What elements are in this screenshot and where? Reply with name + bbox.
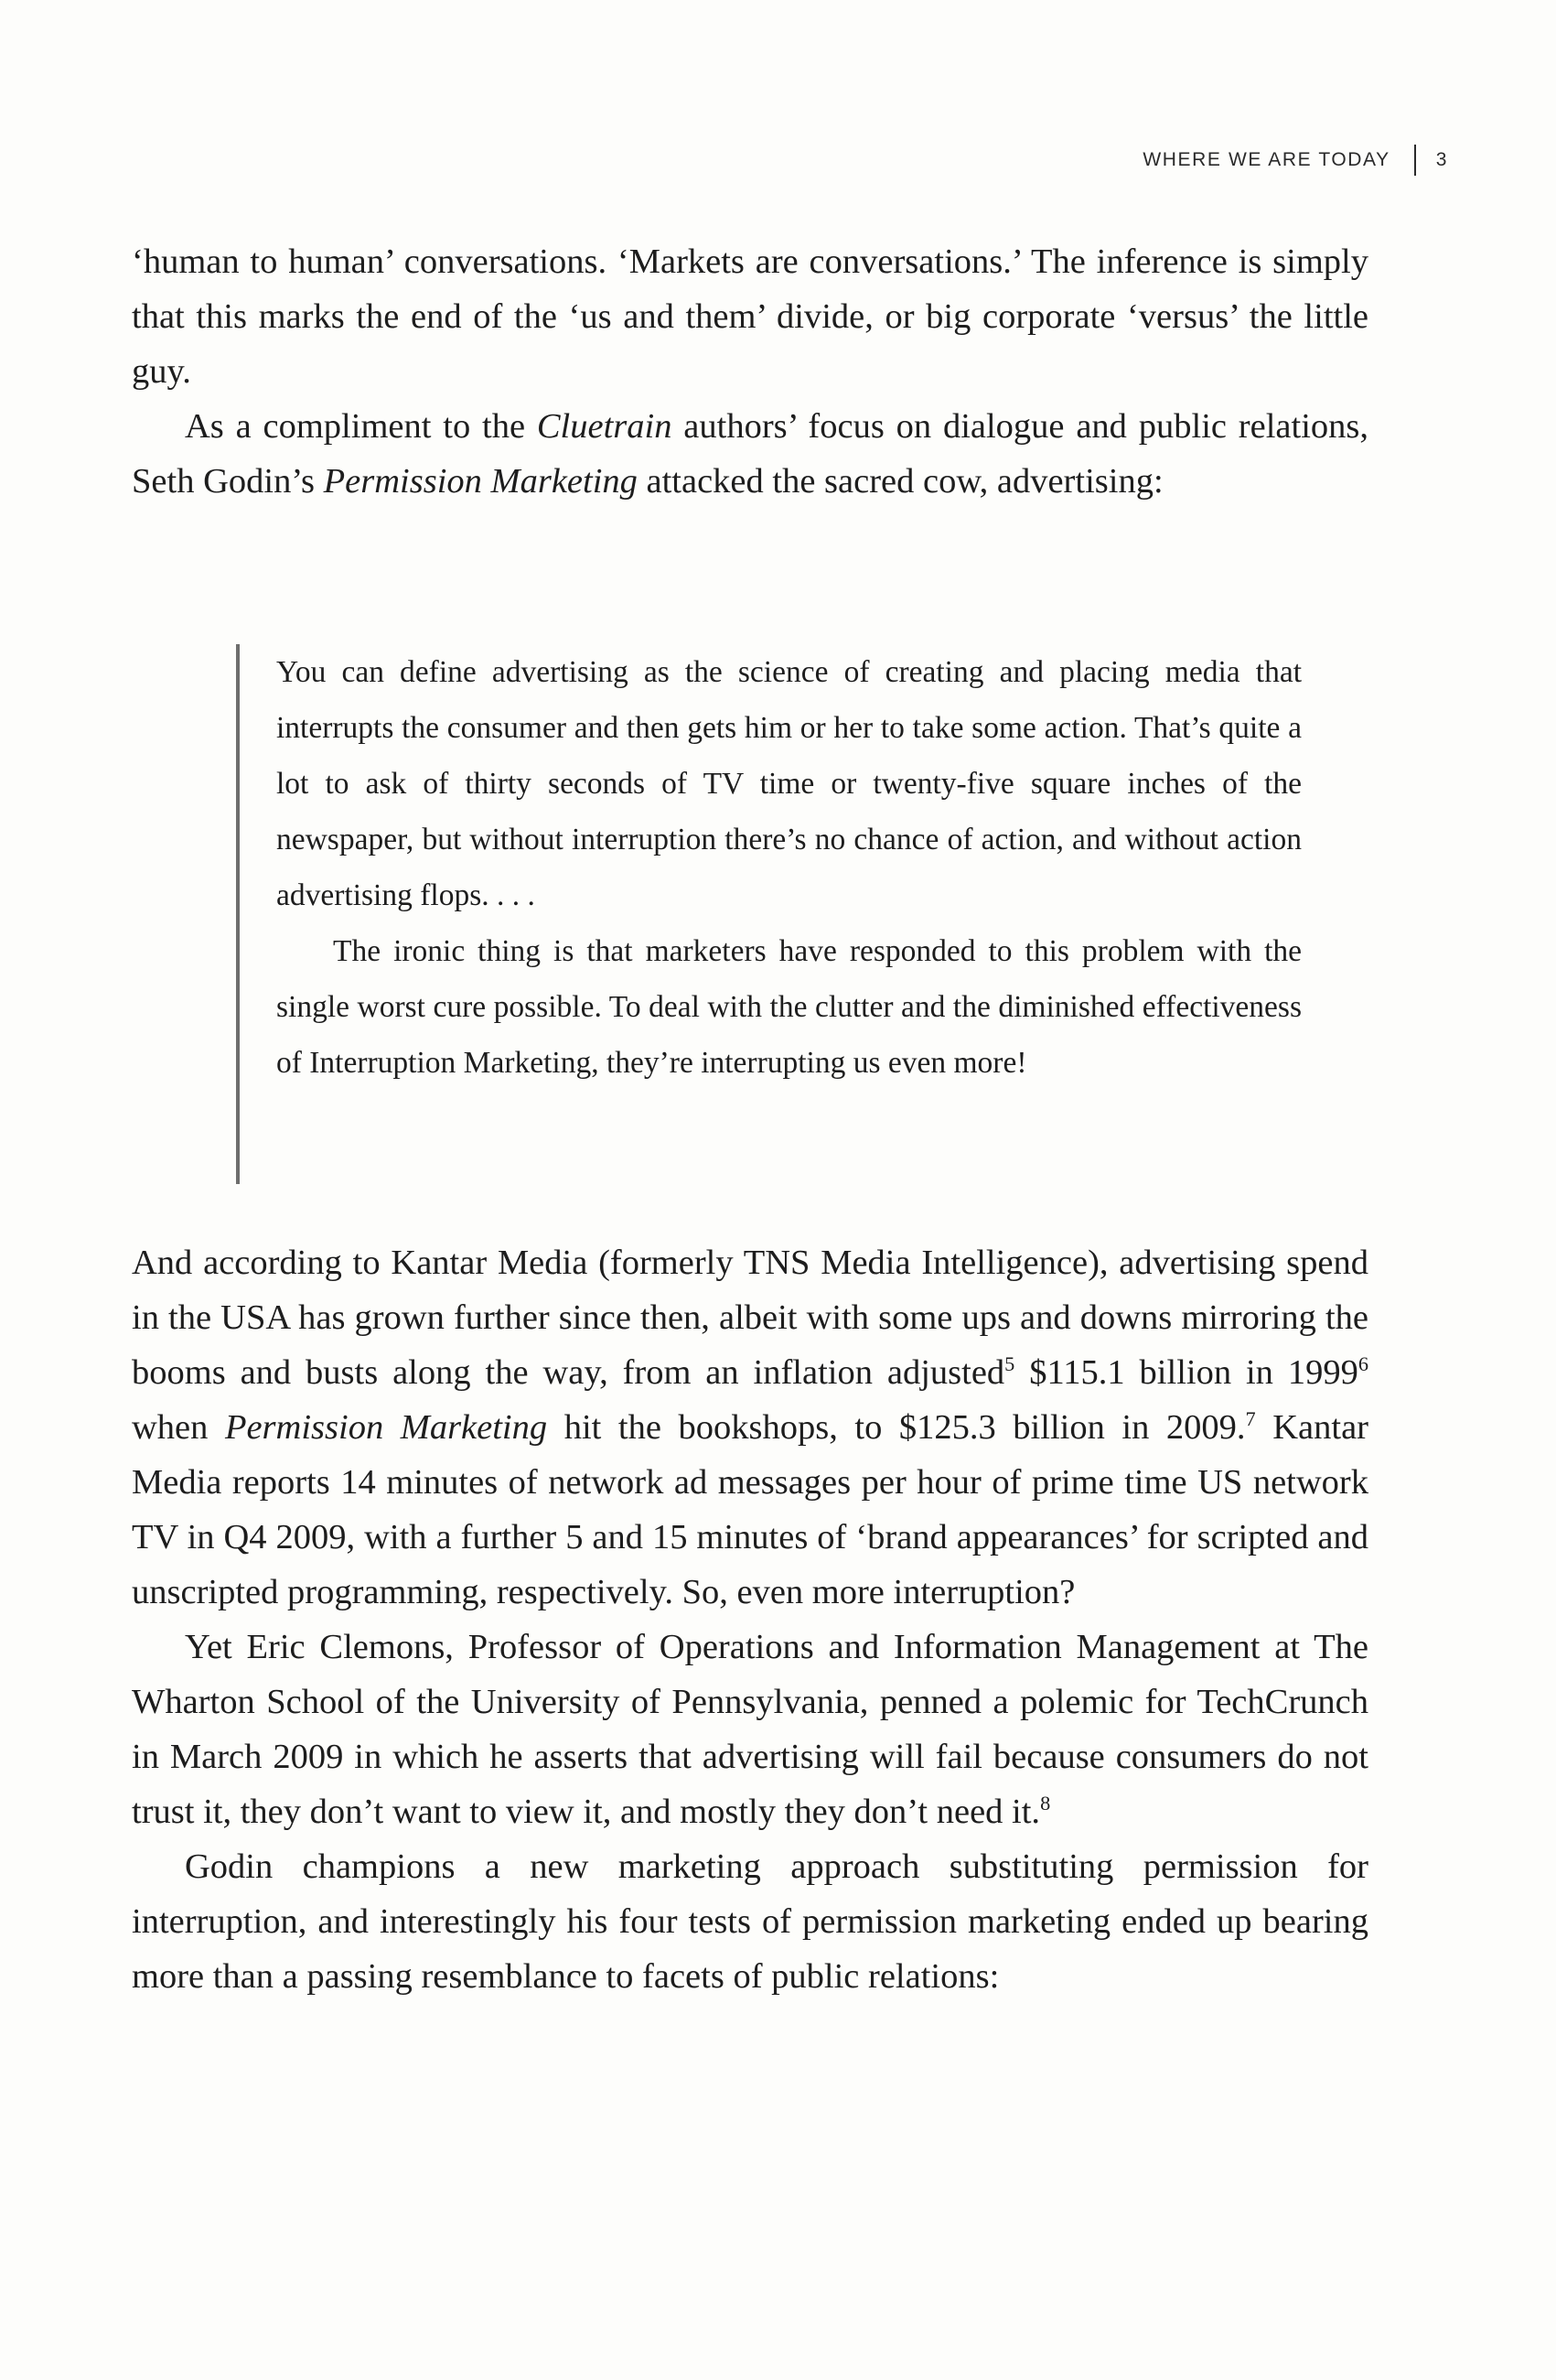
text-run: You can define advertising as the science of creating and placing media that interrupts the consumer and then gets him or her to take some action. That’s quite a lot to ask of thirty seconds of TV time or twenty-five square inches of the newspaper, but without interruption there’s no chance of action, and without action advertising flops. . . . bbox=[276, 655, 1302, 912]
paragraph bbox=[132, 1839, 1368, 2004]
body-text-top bbox=[132, 234, 1368, 509]
text-run: attacked the sacred cow, advertising: bbox=[637, 462, 1164, 501]
block-quote bbox=[236, 644, 1302, 1184]
footnote-ref: 6 bbox=[1357, 1352, 1368, 1376]
running-head bbox=[1143, 145, 1448, 176]
header-divider bbox=[1414, 145, 1416, 176]
paragraph bbox=[132, 399, 1368, 509]
paragraph bbox=[132, 1620, 1368, 1839]
text-run: As a compliment to the bbox=[185, 407, 537, 446]
footnote-ref: 5 bbox=[1004, 1352, 1015, 1376]
footnote-ref: 7 bbox=[1245, 1407, 1256, 1431]
text-run: Kantar Media reports 14 minutes of network ad messages per hour of prime time US network TV in Q4 2009, with a further 5 and 15 minutes of ‘brand appearances’ for scripted and unscripted programming, respectively. So, even more interruption? bbox=[132, 1408, 1369, 1611]
quote-rule bbox=[236, 644, 240, 1184]
text-run: And according to Kantar Media (formerly TNS Media Intelligence), advertising spend in the USA has grown further since then, albeit with some ups and downs mirroring the booms and busts along the way, from an inflation adjusted bbox=[132, 1244, 1368, 1392]
text-run: Yet Eric Clemons, Professor of Operations and Information Management at The Wharton School of the University of Pennsylvania, penned a polemic for TechCrunch in March 2009 in which he asserts that advertising will fail because consumers do not trust it, they don’t want to view it, and mostly they don’t need it. bbox=[132, 1628, 1368, 1831]
body-text-bottom bbox=[132, 1235, 1368, 2004]
text-run: ‘human to human’ conversations. ‘Markets are conversations.’ The inference is simply that this marks the end of the ‘us and them’ divide, or big corporate ‘versus’ the little guy. bbox=[132, 242, 1368, 391]
text-run: $115.1 billion in 1999 bbox=[1014, 1353, 1358, 1392]
quote-paragraph bbox=[276, 644, 1302, 923]
italic-title: Cluetrain bbox=[536, 407, 672, 446]
paragraph bbox=[132, 1235, 1368, 1620]
footnote-ref: 8 bbox=[1040, 1792, 1051, 1815]
italic-title: Permission Marketing bbox=[323, 462, 638, 501]
page-number: 3 bbox=[1435, 149, 1448, 170]
quote-text bbox=[276, 644, 1302, 1091]
text-run: when bbox=[132, 1408, 225, 1447]
italic-title: Permission Marketing bbox=[224, 1408, 548, 1447]
running-title: WHERE WE ARE TODAY bbox=[1143, 149, 1390, 170]
text-run: The ironic thing is that marketers have responded to this problem with the single worst cure possible. To deal with the clutter and the diminished effectiveness of Interruption Marketing, they’re interrupting us even more! bbox=[276, 934, 1302, 1080]
text-run: authors’ focus on dialogue and public relations, Seth Godin’s bbox=[132, 407, 1368, 501]
paragraph bbox=[132, 234, 1368, 399]
text-run: hit the bookshops, to $125.3 billion in 2009. bbox=[547, 1408, 1246, 1447]
text-run: Godin champions a new marketing approach substituting permission for interruption, and interestingly his four tests of permission marketing ended up bearing more than a passing resemblance to facets of public relations: bbox=[132, 1847, 1368, 1996]
quote-paragraph bbox=[276, 923, 1302, 1091]
